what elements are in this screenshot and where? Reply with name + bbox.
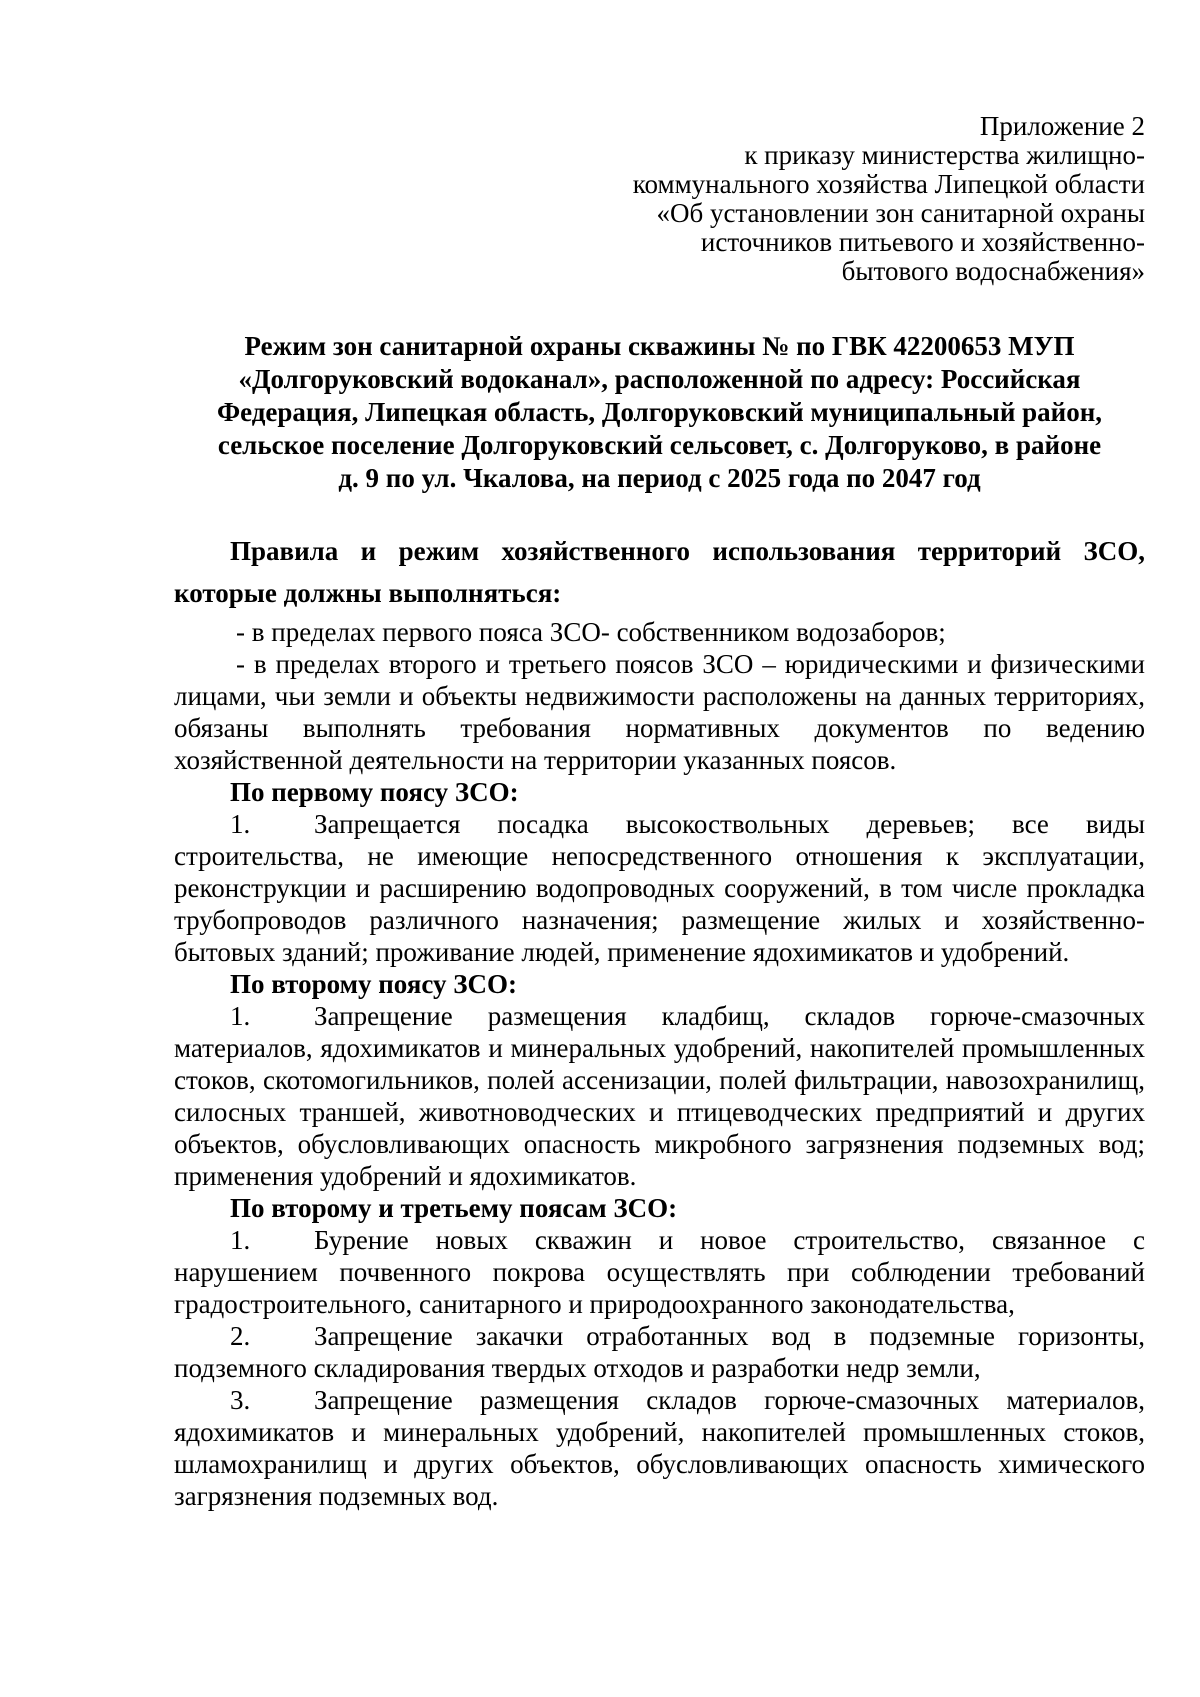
title-line: д. 9 по ул. Чкалова, на период с 2025 года по 2047 год xyxy=(338,463,981,493)
zone23-item xyxy=(174,1320,1145,1384)
title-line: Режим зон санитарной охраны скважины № по ГВК 42200653 МУП xyxy=(244,331,1075,361)
item-number: 1. xyxy=(230,1225,251,1255)
title-line: сельское поселение Долгоруковский сельсовет, с. Долгоруково, в районе xyxy=(217,430,1102,460)
zone1-item xyxy=(174,808,1145,968)
zone23-item xyxy=(174,1224,1145,1320)
zone2-heading: По второму поясу ЗСО: xyxy=(230,969,517,999)
zone23-item xyxy=(174,1384,1145,1512)
appendix-line: Приложение 2 xyxy=(979,111,1145,141)
item-text: Запрещение закачки отработанных вод в подземные горизонты, подземного складирования твердых отходов и разработки недр земли, xyxy=(174,1321,1145,1383)
appendix-line: источников питьевого и хозяйственно- xyxy=(700,227,1145,257)
zone23-heading: По второму и третьему поясам ЗСО: xyxy=(230,1193,678,1223)
appendix-block xyxy=(174,112,1145,286)
rules-bullet: - в пределах второго и третьего поясов ЗСО – юридическими и физическими лицами, чьи земли и объекты недвижимости расположены на данных территориях, обязаны выполнять требования нормативных документов по ведению хозяйственной деятельности на территории указанных поясов. xyxy=(174,649,1145,775)
item-text: Запрещается посадка высокоствольных деревьев; все виды строительства, не имеющие непосредственного отношения к эксплуатации, реконструкции и расширению водопроводных сооружений, в том числе прокладка трубопроводов различного назначения; размещение жилых и хозяйственно-бытовых зданий; проживание людей, применение ядохимикатов и удобрений. xyxy=(174,809,1145,967)
item-text: Запрещение размещения складов горюче-смазочных материалов, ядохимикатов и минеральных удобрений, накопителей промышленных стоков, шламохранилищ и других объектов, обусловливающих опасность химического загрязнения подземных вод. xyxy=(174,1385,1145,1511)
document-page xyxy=(174,112,1145,1512)
zone1-heading: По первому поясу ЗСО: xyxy=(230,777,519,807)
title-line: Федерация, Липецкая область, Долгоруковский муниципальный район, xyxy=(216,397,1103,427)
item-number: 3. xyxy=(230,1385,251,1415)
item-text: Бурение новых скважин и новое строительство, связанное с нарушением почвенного покрова осуществлять при соблюдении требований градостроительного, санитарного и природоохранного законодательства, xyxy=(174,1225,1145,1319)
title-line: «Долгоруковский водоканал», расположенной по адресу: Российская xyxy=(238,364,1081,394)
appendix-line: коммунального хозяйства Липецкой области xyxy=(632,169,1145,199)
item-text: Запрещение размещения кладбищ, складов горюче-смазочных материалов, ядохимикатов и минеральных удобрений, накопителей промышленных стоков, скотомогильников, полей ассенизации, полей фильтрации, навозохранилищ, силосных траншей, животноводческих и птицеводческих предприятий и других объектов, обусловливающих опасность микробного загрязнения подземных вод; применения удобрений и ядохимикатов. xyxy=(174,1001,1145,1191)
appendix-line: бытового водоснабжения» xyxy=(841,256,1145,286)
item-number: 2. xyxy=(230,1321,251,1351)
appendix-line: к приказу министерства жилищно- xyxy=(744,140,1145,170)
document-title xyxy=(174,330,1145,495)
rules-heading: Правила и режим хозяйственного использования территорий ЗСО, которые должны выполняться: xyxy=(174,536,1145,608)
item-number: 1. xyxy=(230,809,251,839)
zone2-item xyxy=(174,1000,1145,1192)
appendix-line: «Об установлении зон санитарной охраны xyxy=(656,198,1145,228)
item-number: 1. xyxy=(230,1001,251,1031)
rules-bullet: - в пределах первого пояса ЗСО- собственником водозаборов; xyxy=(236,617,946,647)
